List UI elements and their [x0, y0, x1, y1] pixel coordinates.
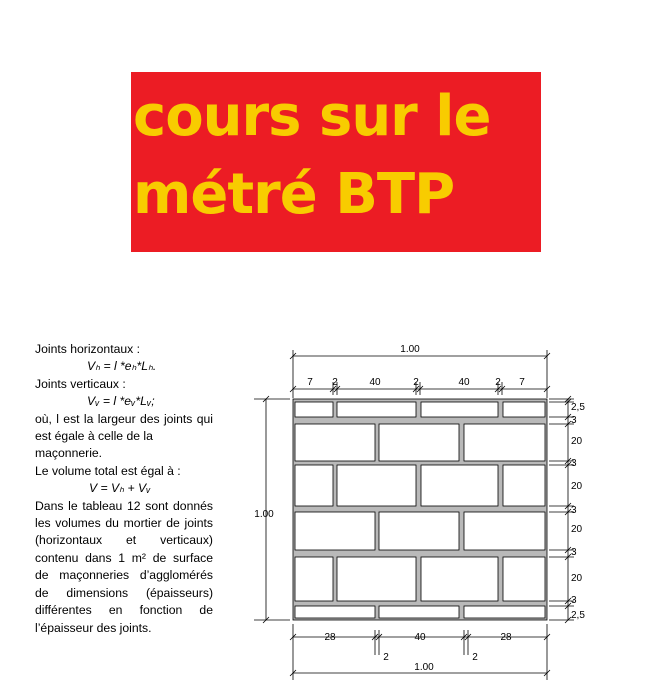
brick — [337, 465, 416, 506]
right-dimension-label: 3 — [571, 458, 577, 469]
table-reference-paragraph-end: l’épaisseur des joints. — [35, 620, 152, 635]
brick — [379, 424, 459, 461]
brick — [295, 465, 333, 506]
left-total-label: 1.00 — [254, 509, 274, 520]
top-dimension-label: 2 — [495, 377, 501, 388]
joint-width-definition: où, l est la largeur des joints qui est égale à celle de la — [35, 411, 213, 444]
brick — [503, 557, 545, 601]
brick — [503, 402, 545, 417]
right-dimension-label: 20 — [571, 436, 583, 447]
brick — [421, 402, 498, 417]
banner-title — [133, 78, 539, 234]
bottom-joint-label: 2 — [383, 652, 389, 663]
banner-title-line-2: métré BTP — [133, 162, 455, 227]
right-dimension-label: 2,5 — [571, 610, 585, 621]
top-dimension-label: 40 — [458, 377, 470, 388]
brick — [337, 402, 416, 417]
explanation-text — [35, 341, 213, 637]
brick-courses — [293, 399, 547, 620]
right-dimension-label: 3 — [571, 415, 577, 426]
heading-vertical-joints: Joints verticaux : — [35, 376, 126, 391]
top-dimension-label: 2 — [413, 377, 419, 388]
top-dimension-label: 2 — [332, 377, 338, 388]
table-reference-paragraph: Dans le tableau 12 sont donnés les volumes du mortier de joints (horizontaux et verticaux) contenu dans 1 m² de surface de maçonneries d’agglomérés de dimensions (épaisseurs) différentes en fonction de — [35, 498, 213, 618]
bottom-dimension-label: 40 — [414, 632, 426, 643]
top-dimension-label: 7 — [307, 377, 313, 388]
bottom-joint-label: 2 — [472, 652, 478, 663]
brick — [337, 557, 416, 601]
brick — [464, 512, 545, 550]
right-dimension-label: 20 — [571, 524, 583, 535]
right-dimension-label: 3 — [571, 595, 577, 606]
bottom-dimension-label: 28 — [500, 632, 512, 643]
brick — [421, 465, 498, 506]
brick — [503, 465, 545, 506]
top-total-label: 1.00 — [400, 344, 420, 355]
brick — [379, 606, 459, 618]
formula-horizontal: Vₕ = l *eₕ*Lₕ. — [87, 359, 157, 374]
brick — [295, 402, 333, 417]
right-dimension-label: 3 — [571, 547, 577, 558]
brick-wall-diagram — [250, 338, 595, 680]
brick — [421, 557, 498, 601]
right-dimension-label: 20 — [571, 481, 583, 492]
brick — [464, 606, 545, 618]
top-dimension-label: 40 — [369, 377, 381, 388]
joint-width-definition-end: maçonnerie. — [35, 446, 103, 461]
bottom-dimension-label: 28 — [324, 632, 336, 643]
bottom-total-label: 1.00 — [414, 662, 434, 673]
right-dimension-label: 20 — [571, 573, 583, 584]
top-dimension-label: 7 — [519, 377, 525, 388]
banner-title-line-1: cours sur le — [133, 84, 491, 149]
brick — [464, 424, 545, 461]
formula-total: V = Vₕ + Vᵥ — [89, 481, 151, 496]
brick — [295, 606, 375, 618]
heading-horizontal-joints: Joints horizontaux : — [35, 342, 141, 356]
brick — [295, 424, 375, 461]
brick — [295, 512, 375, 550]
title-banner — [131, 72, 541, 252]
brick — [379, 512, 459, 550]
right-dimension-label: 3 — [571, 505, 577, 516]
total-volume-heading: Le volume total est égal à : — [35, 463, 181, 478]
right-dimension-label: 2,5 — [571, 402, 585, 413]
brick — [295, 557, 333, 601]
formula-vertical: Vᵥ = l *eᵥ*Lᵥ; — [87, 394, 155, 409]
